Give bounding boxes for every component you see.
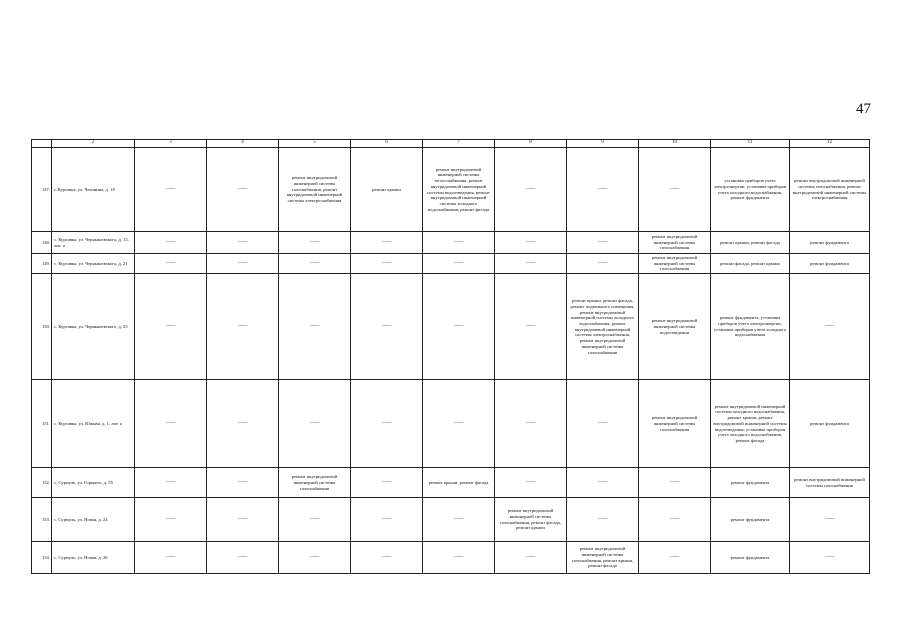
- table-row: [32, 148, 870, 232]
- address-cell: с. Сурмуль, ул. Горького, д. 55: [52, 468, 135, 498]
- empty-dash: ——: [454, 239, 463, 245]
- empty-dash: ——: [526, 555, 535, 561]
- empty-dash: ——: [238, 517, 247, 523]
- work-cell: [567, 468, 639, 498]
- work-cell: [351, 274, 423, 380]
- work-cell: [639, 380, 711, 468]
- empty-dash: ——: [598, 517, 607, 523]
- work-cell: [135, 274, 207, 380]
- address-cell: г. Курсавка, ул. Чехонина, д. 18: [52, 148, 135, 232]
- empty-dash: ——: [454, 555, 463, 561]
- work-cell: [279, 274, 351, 380]
- work-cell: [207, 254, 279, 274]
- work-cell: [711, 468, 790, 498]
- work-cell: [567, 148, 639, 232]
- empty-dash: ——: [526, 186, 535, 192]
- work-cell: [279, 254, 351, 274]
- work-description: ремонт фасада, ремонт крыши: [720, 260, 780, 266]
- work-cell: [639, 232, 711, 254]
- work-cell: [711, 254, 790, 274]
- address-cell: с. Курсавка, ул. Южная, д. 1, лит. а: [52, 380, 135, 468]
- table-row: [32, 274, 870, 380]
- column-number-5: 5: [279, 140, 351, 148]
- work-cell: [790, 232, 870, 254]
- row-number: 151.: [32, 380, 52, 468]
- work-cell: [790, 542, 870, 574]
- work-description: ремонт крыши, ремонт фасада: [428, 479, 489, 485]
- empty-dash: ——: [310, 555, 319, 561]
- empty-dash: ——: [310, 517, 319, 523]
- work-cell: [279, 380, 351, 468]
- column-number-10: 10: [639, 140, 711, 148]
- work-cell: [207, 468, 279, 498]
- empty-dash: ——: [310, 260, 319, 266]
- column-number-6: 6: [351, 140, 423, 148]
- work-description: ремонт фундамента: [810, 260, 849, 266]
- table-row: [32, 468, 870, 498]
- work-description: ремонт фундамента: [810, 239, 849, 245]
- empty-dash: ——: [310, 239, 319, 245]
- empty-dash: ——: [670, 555, 679, 561]
- empty-dash: ——: [454, 324, 463, 330]
- work-cell: [790, 274, 870, 380]
- work-cell: [711, 542, 790, 574]
- empty-dash: ——: [670, 186, 679, 192]
- empty-dash: ——: [382, 324, 391, 330]
- work-cell: [639, 148, 711, 232]
- work-description: ремонт фундамента: [730, 554, 770, 560]
- work-cell: [207, 380, 279, 468]
- work-cell: [351, 148, 423, 232]
- empty-dash: ——: [598, 421, 607, 427]
- work-cell: [207, 148, 279, 232]
- column-number-row: [32, 140, 870, 148]
- empty-dash: ——: [454, 260, 463, 266]
- table-row: [32, 498, 870, 542]
- column-number-2: 2: [52, 140, 135, 148]
- empty-dash: ——: [382, 517, 391, 523]
- work-cell: [495, 542, 567, 574]
- empty-dash: ——: [598, 239, 607, 245]
- empty-dash: ——: [238, 186, 247, 192]
- work-cell: [207, 498, 279, 542]
- work-cell: [790, 498, 870, 542]
- empty-dash: ——: [166, 239, 175, 245]
- work-cell: [711, 380, 790, 468]
- column-number-3: 3: [135, 140, 207, 148]
- work-cell: [279, 542, 351, 574]
- work-cell: [351, 468, 423, 498]
- address-cell: с. Курсавка, ул. Чернышевского, д. 21: [52, 254, 135, 274]
- table-row: [32, 542, 870, 574]
- work-description: ремонт внутридомовой инженерной системы газоснабжения: [651, 233, 698, 251]
- empty-dash: ——: [238, 260, 247, 266]
- work-cell: [351, 542, 423, 574]
- row-number: 153.: [32, 498, 52, 542]
- work-cell: [279, 498, 351, 542]
- work-cell: [711, 232, 790, 254]
- column-number-1: [32, 140, 52, 148]
- work-cell: [567, 380, 639, 468]
- work-cell: [567, 254, 639, 274]
- work-cell: [207, 542, 279, 574]
- empty-dash: ——: [310, 421, 319, 427]
- work-cell: [135, 148, 207, 232]
- work-description: ремонт внутридомовой инженерной системы водоотведения: [651, 318, 698, 335]
- empty-dash: ——: [526, 421, 535, 427]
- work-cell: [207, 232, 279, 254]
- work-cell: [423, 498, 495, 542]
- empty-dash: ——: [166, 421, 175, 427]
- work-cell: [135, 468, 207, 498]
- work-cell: [351, 380, 423, 468]
- work-cell: [279, 468, 351, 498]
- work-cell: [790, 380, 870, 468]
- table-row: [32, 380, 870, 468]
- work-cell: [495, 254, 567, 274]
- work-cell: [135, 498, 207, 542]
- work-cell: [423, 380, 495, 468]
- work-cell: [279, 148, 351, 232]
- row-number: 147.: [32, 148, 52, 232]
- empty-dash: ——: [454, 517, 463, 523]
- row-number: 150.: [32, 274, 52, 380]
- work-cell: [351, 232, 423, 254]
- column-number-9: 9: [567, 140, 639, 148]
- work-description: ремонт внутридомовой инженерной системы холодного водоснабжения, ремонт крыши, ремонт внутридомовой инженерной системы водоотведения, установка приборов учета холодного водоснабжения, ремонт фасада: [713, 403, 787, 444]
- empty-dash: ——: [526, 260, 535, 266]
- empty-dash: ——: [825, 517, 834, 523]
- work-description: ремонт фундамента: [730, 479, 770, 485]
- work-cell: [790, 254, 870, 274]
- page-number: 47: [856, 101, 871, 117]
- work-description: ремонт внутридомовой инженерной системы газоснабжения, ремонт внутридомовой инженерной системы электроснабжения: [286, 175, 343, 204]
- empty-dash: ——: [526, 324, 535, 330]
- empty-dash: ——: [598, 186, 607, 192]
- work-description: ремонт внутридомовой инженерной системы газоснабжения: [651, 415, 698, 432]
- work-cell: [711, 498, 790, 542]
- empty-dash: ——: [238, 480, 247, 486]
- empty-dash: ——: [382, 480, 391, 486]
- work-cell: [639, 468, 711, 498]
- empty-dash: ——: [382, 239, 391, 245]
- empty-dash: ——: [166, 517, 175, 523]
- empty-dash: ——: [166, 260, 175, 266]
- work-cell: [639, 498, 711, 542]
- row-number: 148.: [32, 232, 52, 254]
- empty-dash: ——: [526, 480, 535, 486]
- work-cell: [495, 274, 567, 380]
- address-cell: с. Сурмуль, ул. Новая, д. 26: [52, 542, 135, 574]
- work-cell: [423, 148, 495, 232]
- work-description: ремонт внутридомовой инженерной системы теплоснабжения, ремонт внутридомовой инженерной системы водоотведения, ремонт внутридомовой инженерной системы холодного водоснабжения, ремонт фасада: [427, 166, 490, 212]
- row-number: 149.: [32, 254, 52, 274]
- work-cell: [495, 380, 567, 468]
- work-cell: [495, 232, 567, 254]
- repair-schedule-table: [31, 139, 870, 574]
- row-number: 152.: [32, 468, 52, 498]
- empty-dash: ——: [382, 421, 391, 427]
- work-cell: [423, 274, 495, 380]
- work-cell: [351, 254, 423, 274]
- work-description: ремонт фундамента, установка приборов учета электроэнергии, установка приборов учета холодного водоснабжения: [713, 315, 787, 338]
- work-description: ремонт внутридомовой инженерной системы газоснабжения: [651, 255, 698, 272]
- work-description: установка приборов учета электроэнергии, установка приборов учета холодного водоснабжения, ремонт фундамента: [713, 178, 787, 201]
- work-description: ремонт внутридомовой инженерной системы газоснабжения: [794, 476, 865, 488]
- work-cell: [711, 148, 790, 232]
- work-description: ремонт крыши: [372, 186, 401, 192]
- empty-dash: ——: [238, 555, 247, 561]
- work-cell: [351, 498, 423, 542]
- empty-dash: ——: [166, 555, 175, 561]
- empty-dash: ——: [166, 324, 175, 330]
- work-cell: [423, 542, 495, 574]
- column-number-11: 11: [711, 140, 790, 148]
- work-cell: [135, 232, 207, 254]
- column-number-7: 7: [423, 140, 495, 148]
- work-cell: [567, 542, 639, 574]
- empty-dash: ——: [310, 324, 319, 330]
- empty-dash: ——: [382, 260, 391, 266]
- column-number-8: 8: [495, 140, 567, 148]
- address-cell: с. Курсавка, ул. Чернышевского, д. 15, лит. а: [52, 232, 135, 254]
- work-cell: [567, 274, 639, 380]
- work-description: ремонт фундамента: [810, 420, 849, 426]
- work-cell: [423, 232, 495, 254]
- work-cell: [495, 148, 567, 232]
- empty-dash: ——: [598, 260, 607, 266]
- empty-dash: ——: [238, 421, 247, 427]
- column-number-4: 4: [207, 140, 279, 148]
- empty-dash: ——: [166, 186, 175, 192]
- work-cell: [495, 498, 567, 542]
- empty-dash: ——: [825, 555, 834, 561]
- work-cell: [135, 254, 207, 274]
- work-cell: [567, 232, 639, 254]
- column-number-12: 12: [790, 140, 870, 148]
- empty-dash: ——: [670, 517, 679, 523]
- empty-dash: ——: [382, 555, 391, 561]
- work-cell: [279, 232, 351, 254]
- work-description: ремонт крыши, ремонт фасада, ремонт подвального помещения, ремонт внутридомовой инженерной системы холодного водоснабжения, ремонт внутридомовой инженерной системы электроснабжения, ремонт внутридомовой инженерной системы газоснабжения: [570, 298, 635, 355]
- empty-dash: ——: [238, 324, 247, 330]
- row-number: 154.: [32, 542, 52, 574]
- work-description: ремонт внутридомовой инженерной системы газоснабжения, ремонт крыши, ремонт фасада: [571, 546, 634, 569]
- work-cell: [639, 542, 711, 574]
- work-cell: [423, 254, 495, 274]
- empty-dash: ——: [166, 480, 175, 486]
- empty-dash: ——: [454, 421, 463, 427]
- empty-dash: ——: [825, 324, 834, 330]
- work-cell: [639, 254, 711, 274]
- table-row: [32, 254, 870, 274]
- table-row: [32, 232, 870, 254]
- work-cell: [423, 468, 495, 498]
- address-cell: с. Курсавка, ул. Чернышевского, д. 25: [52, 274, 135, 380]
- work-cell: [567, 498, 639, 542]
- work-cell: [207, 274, 279, 380]
- work-cell: [495, 468, 567, 498]
- empty-dash: ——: [598, 480, 607, 486]
- empty-dash: ——: [670, 480, 679, 486]
- work-description: ремонт фундамента: [730, 516, 770, 522]
- work-description: ремонт внутридомовой инженерной системы газоснабжения, ремонт фасада, ремонт крыши: [499, 508, 562, 531]
- work-cell: [790, 148, 870, 232]
- empty-dash: ——: [238, 239, 247, 245]
- work-description: ремонт крыши, ремонт фасада: [720, 239, 780, 245]
- empty-dash: ——: [526, 239, 535, 245]
- work-cell: [135, 380, 207, 468]
- work-cell: [135, 542, 207, 574]
- work-cell: [639, 274, 711, 380]
- work-cell: [711, 274, 790, 380]
- work-cell: [790, 468, 870, 498]
- work-description: ремонт внутридомовой инженерной системы газоснабжения: [291, 474, 338, 491]
- work-description: ремонт внутридомовой инженерной системы газоснабжения, ремонт внутридомовой инженерной системы электроснабжения: [792, 178, 867, 201]
- address-cell: с. Сурмуль, ул. Новая, д. 24: [52, 498, 135, 542]
